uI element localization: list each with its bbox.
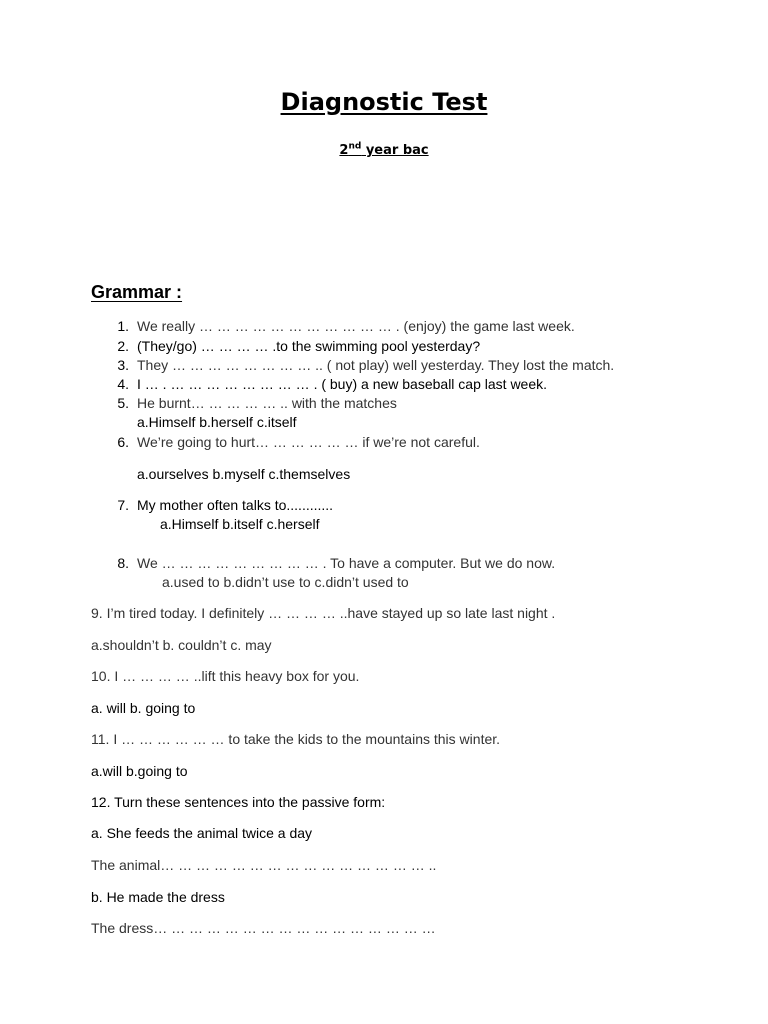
answer-line: The dress… … … … … … … … … … … … … … … … (91, 920, 436, 936)
question-text: 12. Turn these sentences into the passive form: (91, 794, 386, 810)
question-text: a. She feeds the animal twice a day (91, 825, 313, 841)
item-text: They … … … … … … … … .. ( not play) well yesterday. They lost the match. (137, 357, 615, 373)
item-text: I … . … … … … … … … … . ( buy) a new baseball cap last week. (137, 376, 548, 392)
section-heading-grammar: Grammar : (91, 282, 183, 302)
question-text: 11. I … … … … … … to take the kids to the mountains this winter. (91, 731, 501, 747)
item-text: We … … … … … … … … … . To have a computer. But we do now. (137, 555, 556, 571)
item-number: 3. (117, 357, 129, 373)
item-number: 7. (117, 497, 129, 513)
item-number: 8. (117, 555, 129, 571)
question-text: 9. I’m tired today. I definitely … … … … ..have stayed up so late last night . (91, 605, 556, 621)
item-text: He burnt… … … … … .. with the matches (137, 395, 397, 411)
item-text: My mother often talks to............ (137, 497, 334, 513)
item-options: a.Himself b.herself c.itself (137, 414, 297, 430)
item-number: 6. (117, 434, 129, 450)
question-options: a.shouldn’t b. couldn’t c. may (91, 637, 272, 653)
question-options: a.will b.going to (91, 763, 188, 779)
document-subtitle (0, 142, 768, 158)
question-text: b. He made the dress (91, 889, 225, 905)
item-options: a.used to b.didn’t use to c.didn’t used to (162, 574, 409, 590)
item-text: We really … … … … … … … … … … … . (enjoy) the game last week. (137, 318, 575, 334)
subtitle-superscript: nd (348, 142, 362, 152)
subtitle-text: year bac (361, 143, 429, 159)
subtitle-number: 2 (339, 143, 349, 159)
item-text: (They/go) … … … … .to the swimming pool yesterday? (137, 338, 481, 354)
question-text: 10. I … … … … ..lift this heavy box for you. (91, 668, 360, 684)
item-number: 4. (117, 376, 129, 392)
item-options: a.Himself b.itself c.herself (160, 516, 320, 532)
document-title: Diagnostic Test (280, 88, 488, 116)
item-number: 5. (117, 395, 129, 411)
item-text: We’re going to hurt… … … … … … if we’re not careful. (137, 434, 480, 450)
item-number: 2. (117, 338, 129, 354)
item-options: a.ourselves b.myself c.themselves (137, 466, 351, 482)
answer-line: The animal… … … … … … … … … … … … … … … .. (91, 857, 437, 873)
question-options: a. will b. going to (91, 700, 196, 716)
item-number: 1. (117, 318, 129, 334)
